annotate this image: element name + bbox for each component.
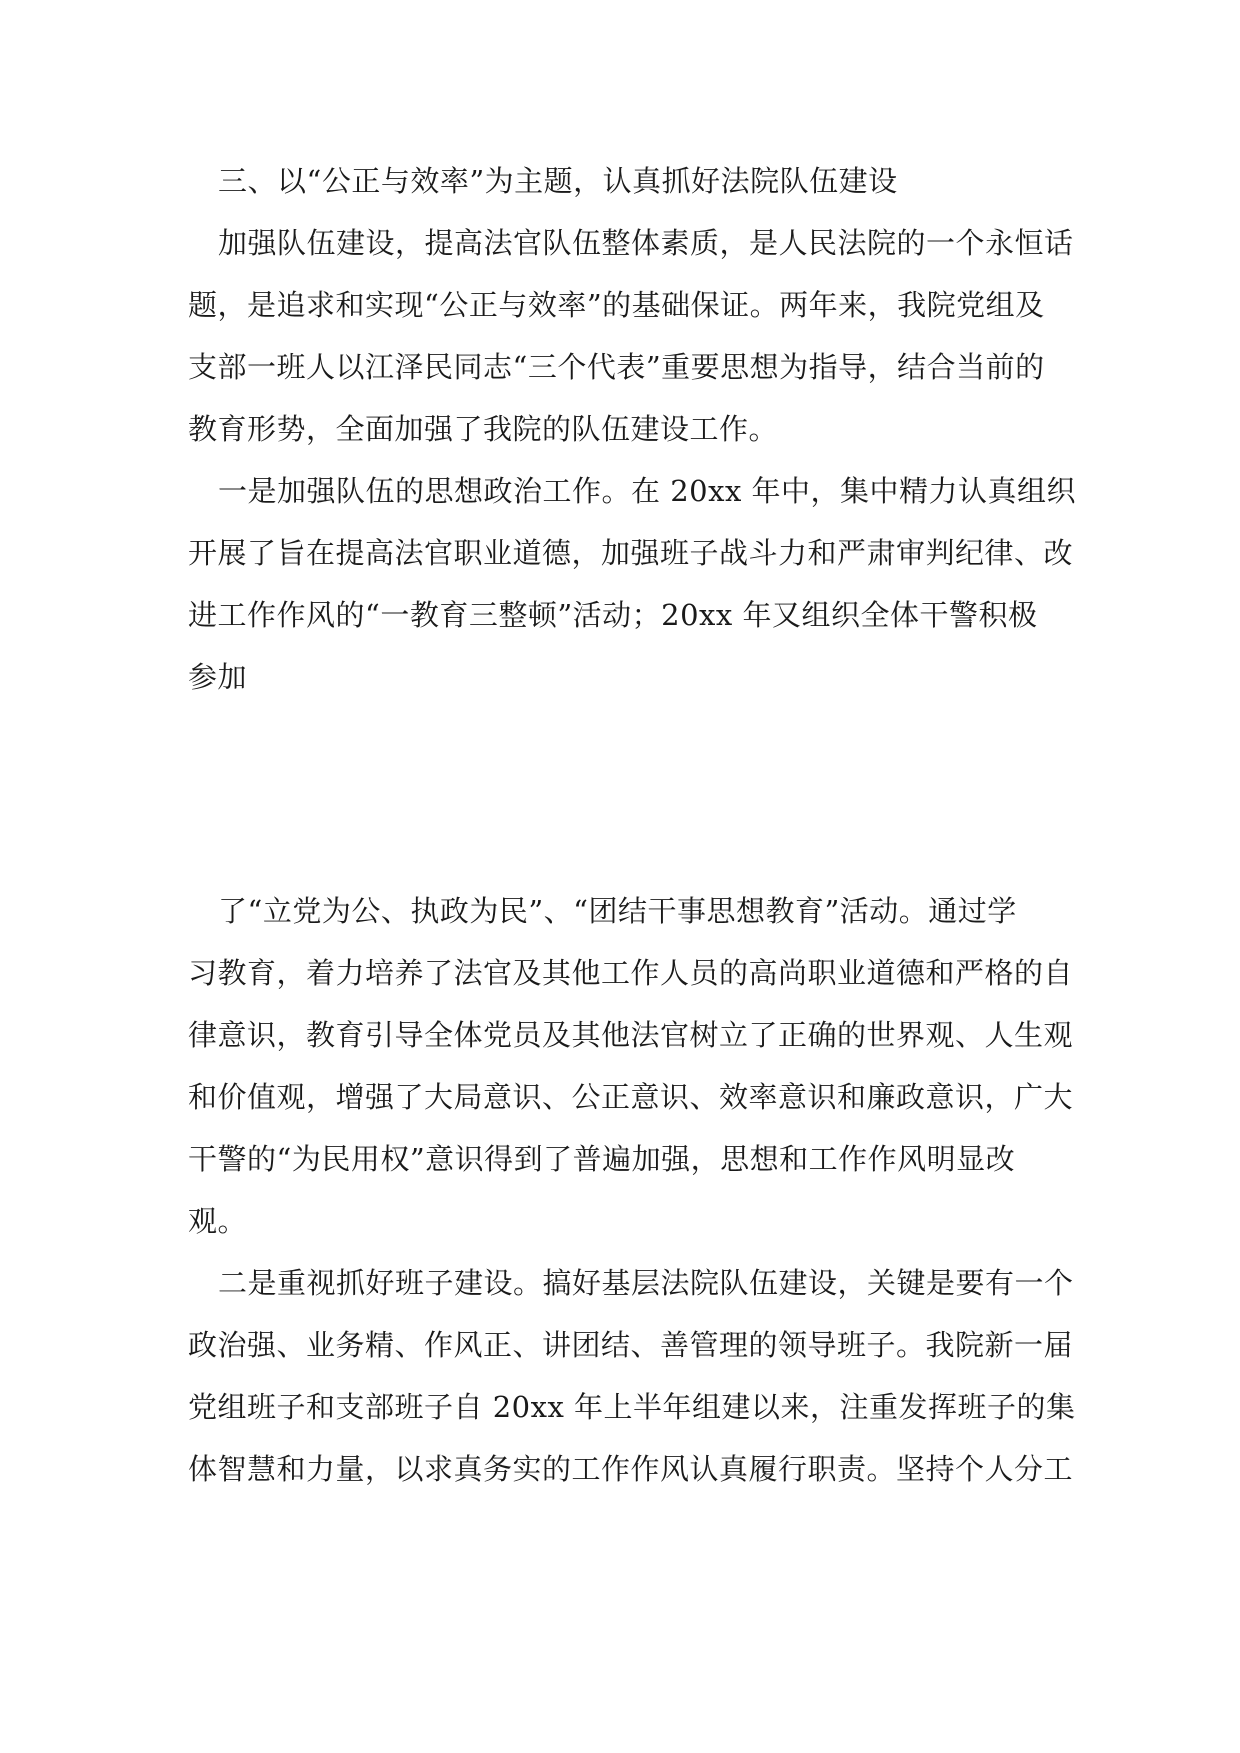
paragraph-line: 体智慧和力量，以求真务实的工作作风认真履行职责。坚持个人分工	[188, 1452, 1074, 1486]
paragraph-line: 党组班子和支部班子自 20xx 年上半年组建以来，注重发挥班子的集	[188, 1390, 1076, 1424]
paragraph-line: 二是重视抓好班子建设。搞好基层法院队伍建设，关键是要有一个	[218, 1266, 1074, 1300]
paragraph-leadership	[188, 1252, 1076, 1500]
paragraph-line: 题，是追求和实现“公正与效率”的基础保证。两年来，我院党组及	[188, 288, 1045, 322]
paragraph-line: 干警的“为民用权”意识得到了普遍加强，思想和工作作风明显改	[188, 1142, 1016, 1176]
paragraph-line: 和价值观，增强了大局意识、公正意识、效率意识和廉政意识，广大	[188, 1080, 1074, 1114]
paragraph-line: 教育形势，全面加强了我院的队伍建设工作。	[188, 412, 779, 446]
paragraph-line: 开展了旨在提高法官职业道德，加强班子战斗力和严肃审判纪律、改	[188, 536, 1074, 570]
paragraph-line: 习教育，着力培养了法官及其他工作人员的高尚职业道德和严格的自	[188, 956, 1074, 990]
section-upper	[188, 150, 1077, 708]
paragraph-team-building	[188, 212, 1074, 460]
paragraph-line: 律意识，教育引导全体党员及其他法官树立了正确的世界观、人生观	[188, 1018, 1074, 1052]
paragraph-line: 一是加强队伍的思想政治工作。在 20xx 年中，集中精力认真组织	[218, 474, 1077, 508]
section-heading: 三、以“公正与效率”为主题，认真抓好法院队伍建设	[218, 164, 898, 198]
paragraph-line: 了“立党为公、执政为民”、“团结干事思想教育”活动。通过学	[218, 894, 1017, 928]
paragraph-line: 进工作作风的“一教育三整顿”活动；20xx 年又组织全体干警积极	[188, 598, 1038, 632]
paragraph-political-work	[188, 460, 1077, 708]
paragraph-line: 加强队伍建设，提高法官队伍整体素质，是人民法院的一个永恒话	[218, 226, 1074, 260]
paragraph-line: 政治强、业务精、作风正、讲团结、善管理的领导班子。我院新一届	[188, 1328, 1074, 1362]
section-lower	[188, 880, 1076, 1500]
paragraph-line: 参加	[188, 660, 248, 694]
paragraph-line: 观。	[188, 1204, 248, 1238]
paragraph-line: 支部一班人以江泽民同志“三个代表”重要思想为指导，结合当前的	[188, 350, 1045, 384]
paragraph-education-results	[188, 880, 1074, 1252]
